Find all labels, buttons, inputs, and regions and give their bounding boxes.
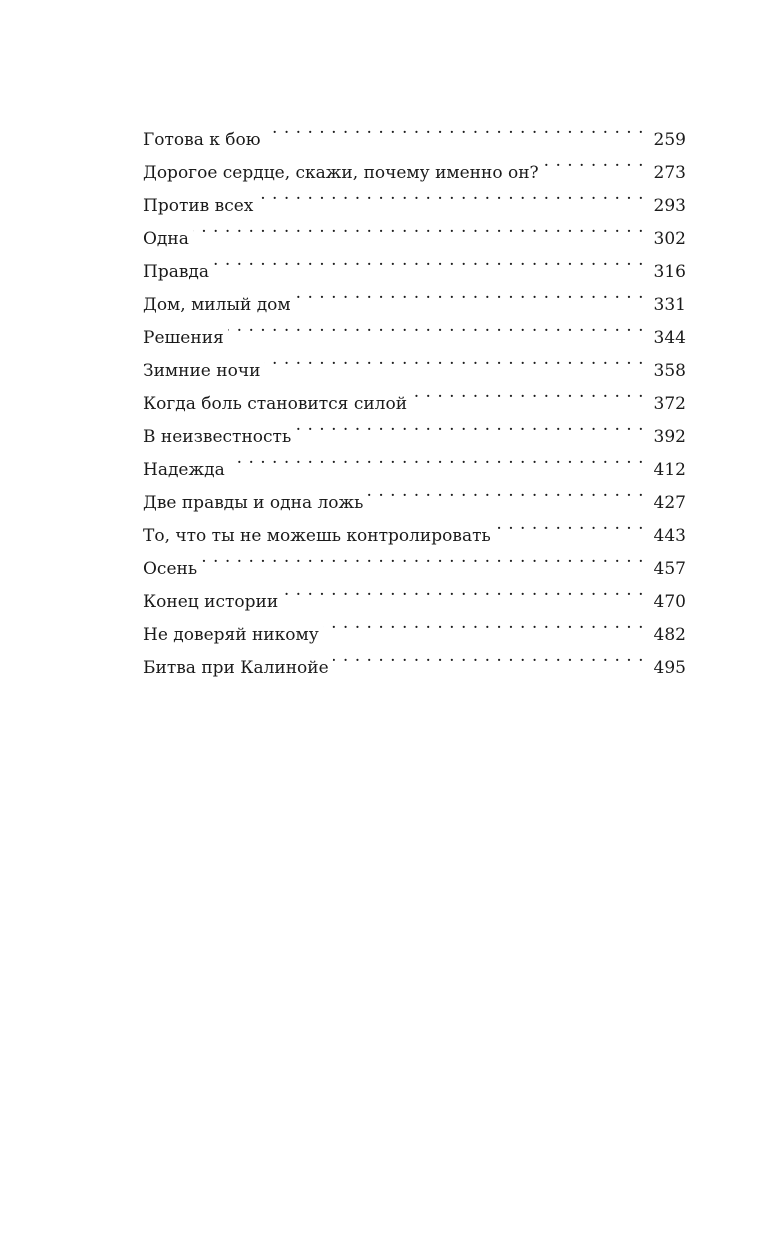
table-of-contents	[143, 112, 686, 678]
toc-entry	[143, 277, 686, 315]
toc-dot-leader	[495, 508, 644, 541]
toc-entry-title: Конец истории	[143, 592, 279, 612]
toc-entry-page: 358	[653, 361, 686, 381]
toc-dot-leader	[229, 442, 644, 475]
toc-entry-page: 495	[653, 658, 686, 678]
toc-entry-title: Правда	[143, 262, 210, 282]
toc-dot-leader	[295, 409, 644, 442]
toc-dot-leader	[367, 475, 644, 508]
toc-entry-title: Надежда	[143, 460, 225, 480]
toc-entry-title: То, что ты не можешь контролировать	[143, 526, 491, 546]
toc-dot-leader	[213, 244, 644, 277]
toc-entry-page: 302	[653, 229, 686, 249]
toc-entry-title: Не доверяй никому	[143, 625, 319, 645]
toc-dot-leader	[201, 541, 644, 574]
toc-entry-title: Против всех	[143, 196, 254, 216]
toc-entry-page: 412	[653, 460, 686, 480]
toc-dot-leader	[333, 640, 644, 673]
toc-dot-leader	[411, 376, 644, 409]
toc-entry-title: Когда боль становится силой	[143, 394, 408, 414]
toc-entry-title: Битва при Калинойе	[143, 658, 329, 678]
toc-dot-leader	[264, 343, 644, 376]
toc-entry-page: 331	[653, 295, 686, 315]
toc-entry	[143, 211, 686, 249]
toc-entry-title: Одна	[143, 229, 189, 249]
toc-entry-title: Дом, милый дом	[143, 295, 291, 315]
toc-entry-page: 482	[653, 625, 686, 645]
toc-entry	[143, 574, 686, 612]
toc-entry-page: 344	[653, 328, 686, 348]
toc-entry-page: 427	[653, 493, 686, 513]
toc-entry-title: Осень	[143, 559, 198, 579]
toc-entry-title: Дорогое сердце, скажи, почему именно он?	[143, 163, 539, 183]
toc-entry-title: Две правды и одна ложь	[143, 493, 364, 513]
toc-entry-title: Готова к бою	[143, 130, 261, 150]
toc-entry-title: В неизвестность	[143, 427, 292, 447]
toc-dot-leader	[323, 607, 644, 640]
toc-dot-leader	[295, 277, 644, 310]
toc-entry-title: Зимние ночи	[143, 361, 261, 381]
toc-entry-page: 443	[653, 526, 686, 546]
toc-entry-page: 372	[653, 394, 686, 414]
toc-dot-leader	[228, 310, 644, 343]
toc-entry-page: 259	[653, 130, 686, 150]
toc-entry	[143, 541, 686, 579]
toc-dot-leader	[193, 211, 644, 244]
toc-entry-page: 273	[653, 163, 686, 183]
toc-entry	[143, 244, 686, 282]
toc-entry-page: 293	[653, 196, 686, 216]
toc-dot-leader	[282, 574, 644, 607]
toc-entry-title: Решения	[143, 328, 224, 348]
toc-dot-leader	[265, 112, 644, 145]
toc-entry	[143, 112, 686, 150]
toc-entry-page: 457	[653, 559, 686, 579]
toc-dot-leader	[257, 178, 644, 211]
toc-entry-page: 392	[653, 427, 686, 447]
toc-entry-page: 316	[653, 262, 686, 282]
toc-dot-leader	[543, 145, 644, 178]
toc-entry-page: 470	[653, 592, 686, 612]
